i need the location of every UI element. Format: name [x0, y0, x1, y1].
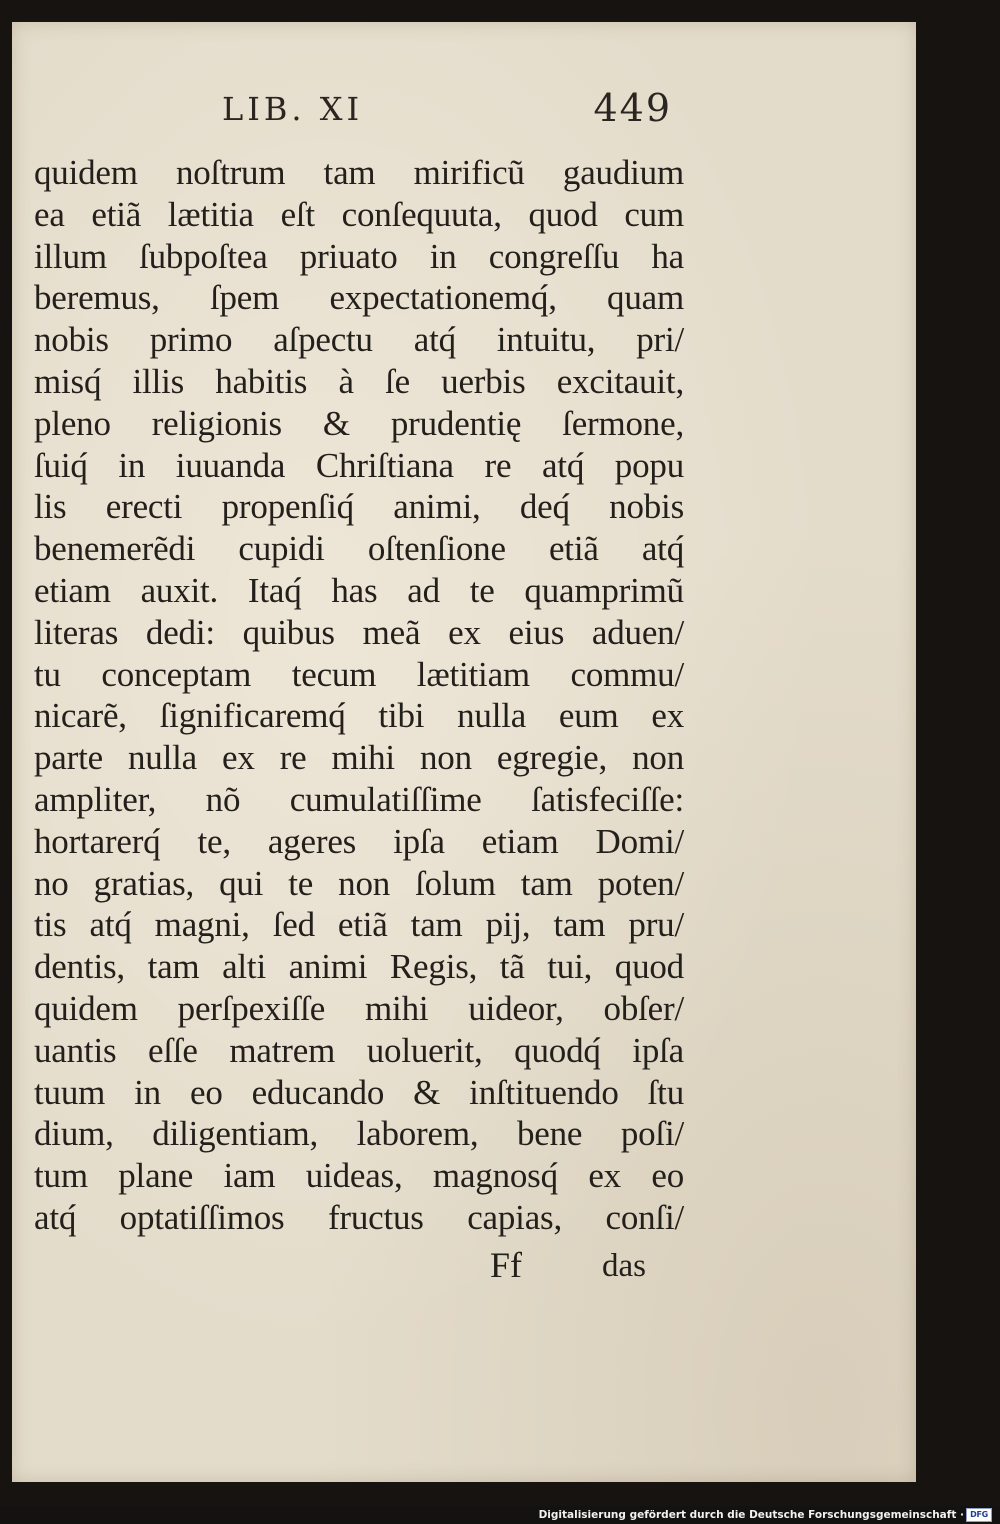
digitization-credit: Digitalisierung gefördert durch die Deutsche Forschungsgemeinschaft · — [538, 1509, 964, 1521]
text-line: literas dedi: quibus meã ex eius aduen/ — [34, 612, 684, 652]
running-head — [222, 82, 672, 142]
text-line: nobis primo aſpectu atq́ intuitu, pri/ — [34, 320, 684, 360]
text-line: quidem noſtrum tam mirificũ gaudium — [34, 153, 684, 192]
text-line: tuum in eo educando & inſtituendo ſtu — [34, 1072, 684, 1112]
text-line: misq́ illis habitis à ſe uerbis excitauit, — [34, 361, 684, 401]
signature-mark: Ff — [490, 1245, 523, 1285]
text-line: ſuiq́ in iuuanda Chriſtiana re atq́ popu — [34, 445, 684, 485]
text-line: nicarẽ, ſignificaremq́ tibi nulla eum ex — [34, 696, 684, 736]
text-line: pleno religionis & prudentię ſermone, — [34, 403, 684, 443]
book-page — [12, 22, 916, 1482]
catchword: das — [602, 1248, 646, 1284]
text-line: benemerẽdi cupidi oſtenſione etiã atq́ — [34, 529, 684, 569]
text-line: dium, diligentiam, laborem, bene poſi/ — [34, 1114, 684, 1154]
text-line: tis atq́ magni, ſed etiã tam pij, tam pru/ — [34, 905, 684, 945]
text-line: ampliter, nõ cumulatiſſime ſatisfeciſſe: — [34, 779, 684, 819]
body-text — [34, 152, 684, 1239]
page-number: 449 — [593, 86, 672, 130]
text-line: parte nulla ex re mihi non egregie, non — [34, 738, 684, 778]
text-line: atq́ optatiſſimos fructus capias, conſi/ — [34, 1197, 684, 1237]
text-line: illum ſubpoſtea priuato in congreſſu ha — [34, 236, 684, 276]
text-line: ea etiã lætitia eſt conſequuta, quod cum — [34, 194, 684, 234]
running-head-book: LIB. XI — [222, 90, 364, 128]
text-line: lis erecti propenſiq́ animi, deq́ nobis — [34, 487, 684, 527]
text-line: quidem perſpexiſſe mihi uideor, obſer/ — [34, 988, 684, 1028]
text-line: tu conceptam tecum lætitiam commu/ — [34, 654, 684, 694]
text-line: uantis eſſe matrem uoluerit, quodq́ ipſa — [34, 1030, 684, 1070]
text-line: no gratias, qui te non ſolum tam poten/ — [34, 863, 684, 903]
text-line: dentis, tam alti animi Regis, tã tui, quod — [34, 947, 684, 987]
text-line: beremus, ſpem expectationemq́, quam — [34, 278, 684, 318]
text-line: hortarerq́ te, ageres ipſa etiam Domi/ — [34, 821, 684, 861]
text-line: etiam auxit. Itaq́ has ad te quamprimũ — [34, 570, 684, 610]
dfg-logo-icon: DFG — [966, 1508, 992, 1522]
text-line: tum plane iam uideas, magnosq́ ex eo — [34, 1156, 684, 1196]
